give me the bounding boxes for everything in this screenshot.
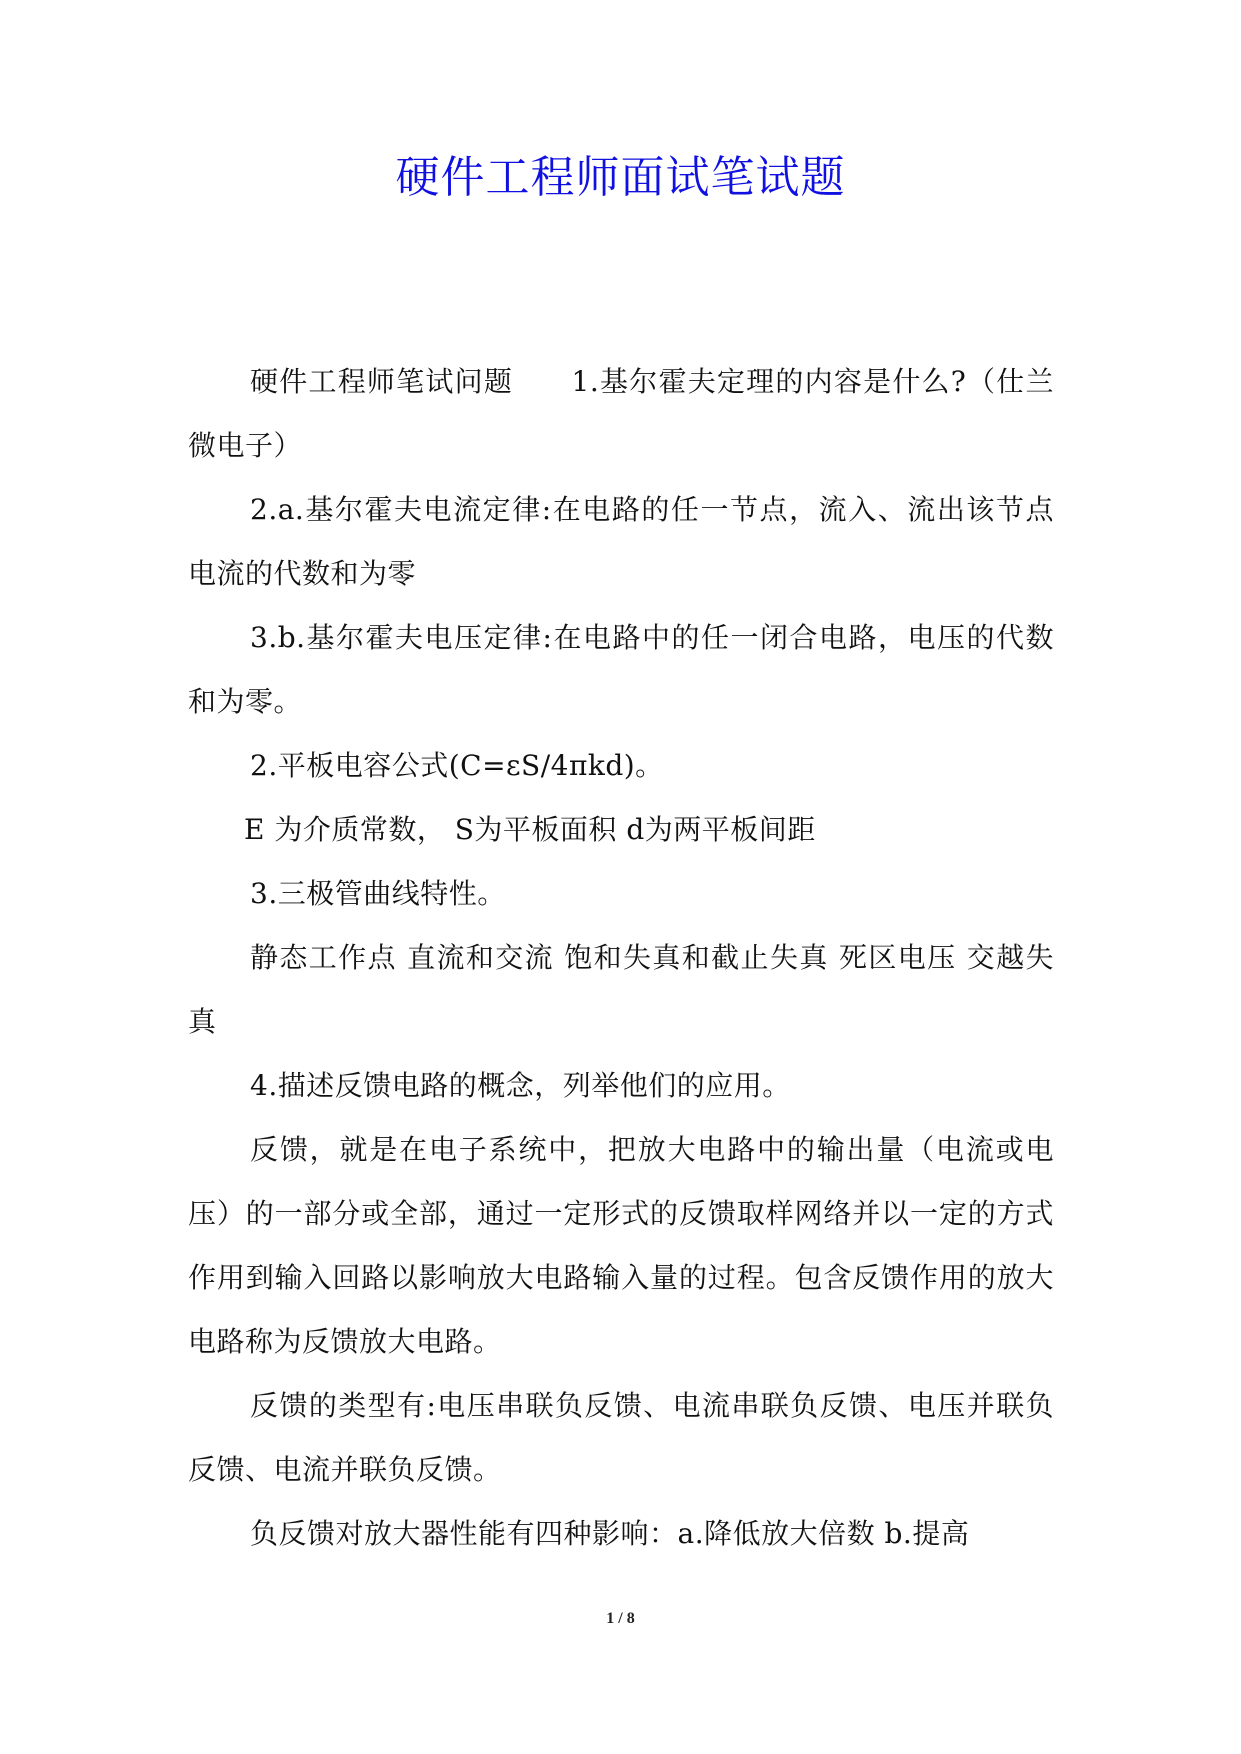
paragraph-5: E 为介质常数， S为平板面积 d为两平板间距 xyxy=(244,813,816,846)
paragraph-4: 2.平板电容公式(C=εS/4πkd)。 xyxy=(250,749,664,782)
paragraph-9: 反馈，就是在电子系统中，把放大电路中的输出量（电流或电压）的一部分或全部，通过一定形式的反馈取样网络并以一定的方式作用到输入回路以影响放大电路输入量的过程。包含反馈作用的放大电路称为反馈放大电路。 xyxy=(188,1133,1054,1358)
paragraph-2: 2.a.基尔霍夫电流定律:在电路的任一节点，流入、流出该节点电流的代数和为零 xyxy=(188,493,1054,590)
document-body xyxy=(188,350,1054,1566)
paragraph-1: 硬件工程师笔试问题 1.基尔霍夫定理的内容是什么?（仕兰微电子） xyxy=(188,365,1054,462)
paragraph-6: 3.三极管曲线特性。 xyxy=(250,877,506,910)
paragraph-7: 静态工作点 直流和交流 饱和失真和截止失真 死区电压 交越失真 xyxy=(188,941,1054,1038)
page-number: 1 / 8 xyxy=(606,1610,635,1627)
paragraph-10: 反馈的类型有:电压串联负反馈、电流串联负反馈、电压并联负反馈、电流并联负反馈。 xyxy=(188,1389,1054,1486)
paragraph-11: 负反馈对放大器性能有四种影响：a.降低放大倍数 b.提高 xyxy=(250,1517,970,1550)
paragraph-8: 4.描述反馈电路的概念，列举他们的应用。 xyxy=(250,1069,791,1102)
paragraph-3: 3.b.基尔霍夫电压定律:在电路中的任一闭合电路，电压的代数和为零。 xyxy=(188,621,1054,718)
page-title: 硬件工程师面试笔试题 xyxy=(395,152,846,203)
